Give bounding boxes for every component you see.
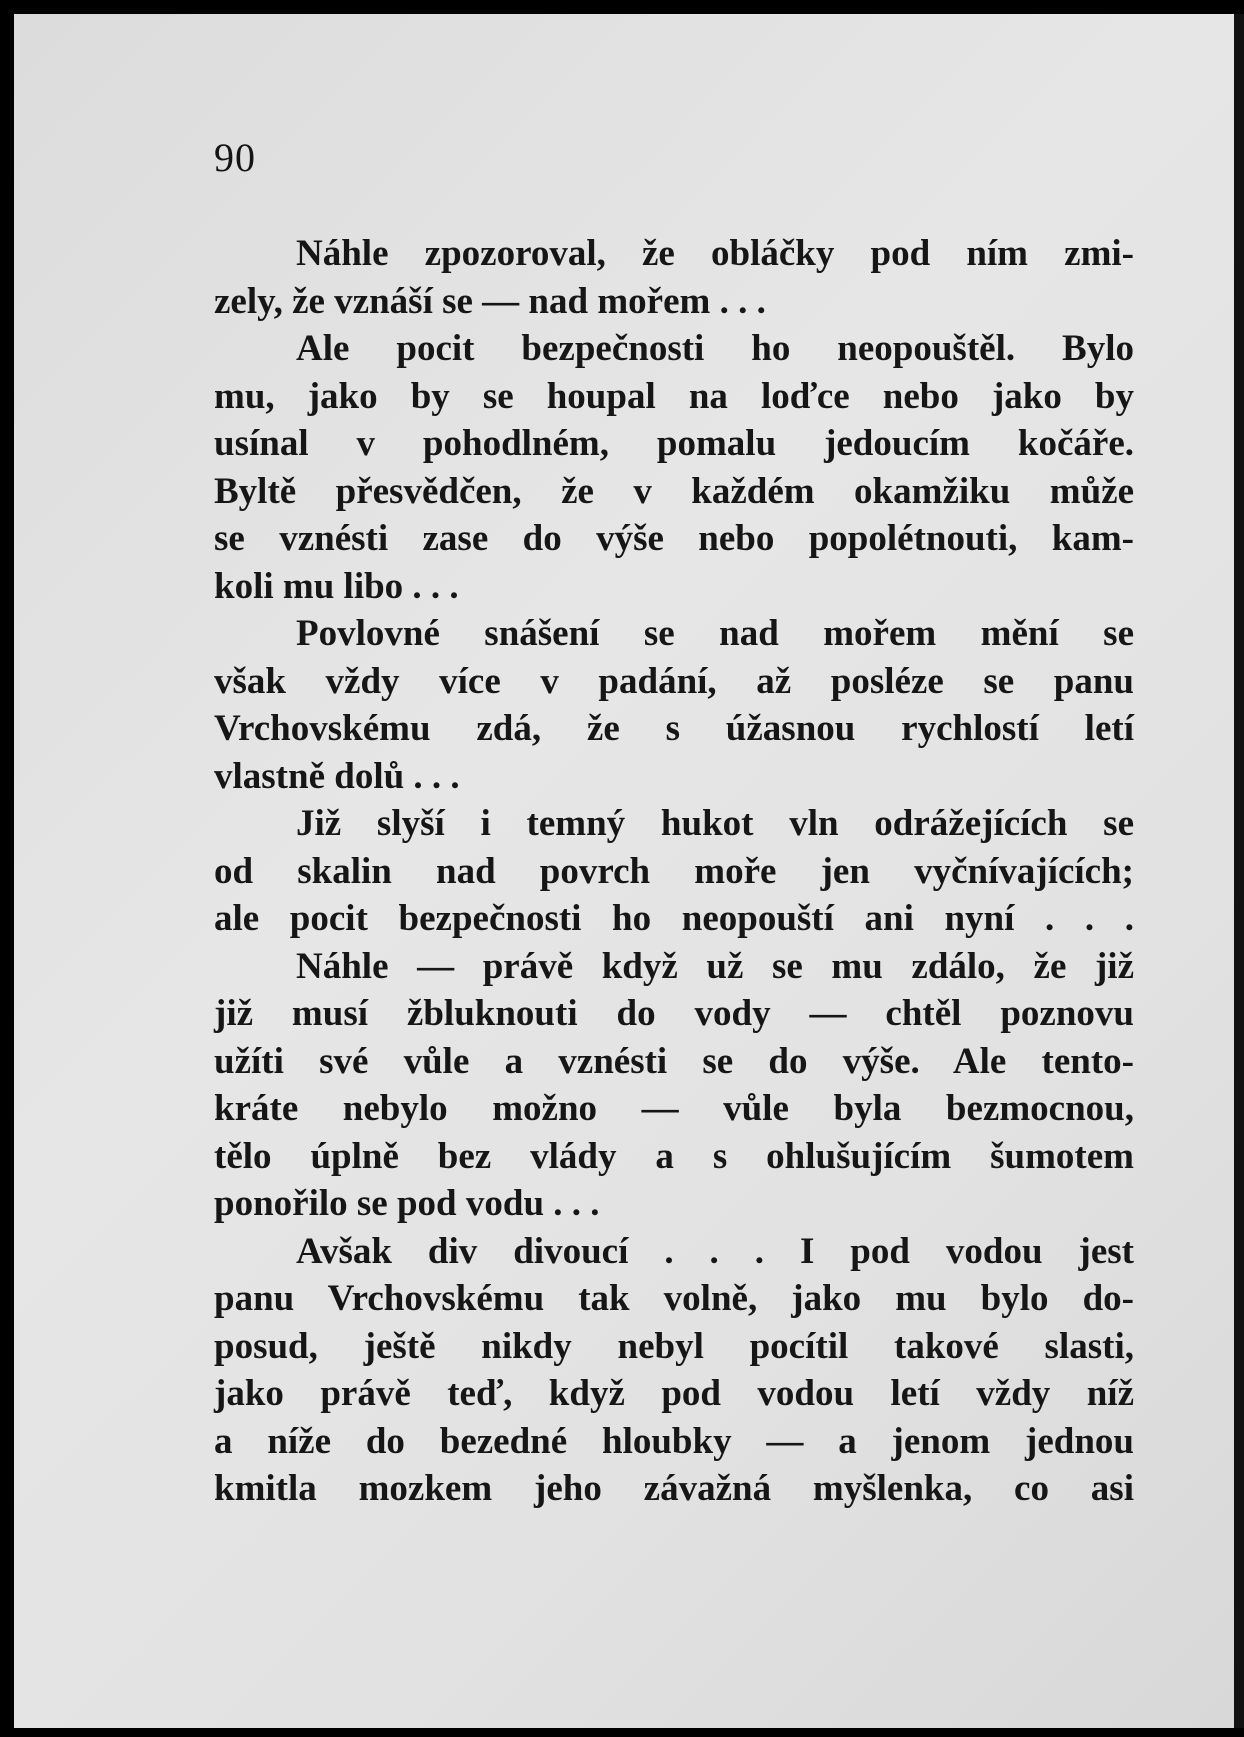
text-line: od skalin nad povrch moře jen vyčnívajících; <box>214 850 1134 892</box>
text-line: však vždy více v padání, až posléze se panu <box>214 660 1134 702</box>
page-edge-shadow <box>1234 14 1244 1728</box>
text-line: Náhle — právě když už se mu zdálo, že již <box>296 945 1134 987</box>
body-text <box>214 230 1134 1513</box>
text-line: koli mu libo . . . <box>214 565 459 607</box>
text-line: Povlovné snášení se nad mořem mění se <box>296 613 1134 654</box>
page-number: 90 <box>214 135 256 180</box>
text-line: tělo úplně bez vlády a s ohlušujícím šumotem <box>214 1135 1134 1177</box>
text-line: Byltě přesvědčen, že v každém okamžiku může <box>214 470 1134 512</box>
book-page <box>14 14 1234 1728</box>
text-line: Avšak div divoucí . . . I pod vodou jest <box>296 1230 1134 1272</box>
text-line: se vznésti zase do výše nebo popolétnouti, kam- <box>214 518 1134 559</box>
text-line: Ale pocit bezpečnosti ho neopouštěl. Bylo <box>296 328 1134 369</box>
text-line: mu, jako by se houpal na loďce nebo jako by <box>214 375 1134 417</box>
text-line: užíti své vůle a vznésti se do výše. Ale tento- <box>214 1040 1134 1082</box>
text-line: Již slyší i temný hukot vln odrážejících se <box>296 803 1134 844</box>
text-line: Náhle zpozoroval, že obláčky pod ním zmi- <box>296 233 1134 274</box>
text-line: jako právě teď, když pod vodou letí vždy níž <box>214 1373 1134 1414</box>
text-line: panu Vrchovskému tak volně, jako mu bylo do- <box>214 1278 1134 1319</box>
text-line: kráte nebylo možno — vůle byla bezmocnou, <box>214 1088 1134 1129</box>
text-line: kmitla mozkem jeho závažná myšlenka, co asi <box>214 1468 1134 1509</box>
text-line: ale pocit bezpečnosti ho neopouští ani nyní . . . <box>214 898 1134 939</box>
text-line: ponořilo se pod vodu . . . <box>214 1183 600 1224</box>
text-line: posud, ještě nikdy nebyl pocítil takové slasti, <box>214 1325 1134 1367</box>
text-line: zely, že vznáší se — nad mořem . . . <box>214 280 766 322</box>
text-line: Vrchovskému zdá, že s úžasnou rychlostí letí <box>214 708 1134 749</box>
text-line: a níže do bezedné hloubky — a jenom jednou <box>214 1420 1134 1462</box>
text-line: již musí žbluknouti do vody — chtěl poznovu <box>214 993 1134 1034</box>
text-line: usínal v pohodlném, pomalu jedoucím kočáře. <box>214 423 1134 464</box>
text-line: vlastně dolů . . . <box>214 755 460 797</box>
